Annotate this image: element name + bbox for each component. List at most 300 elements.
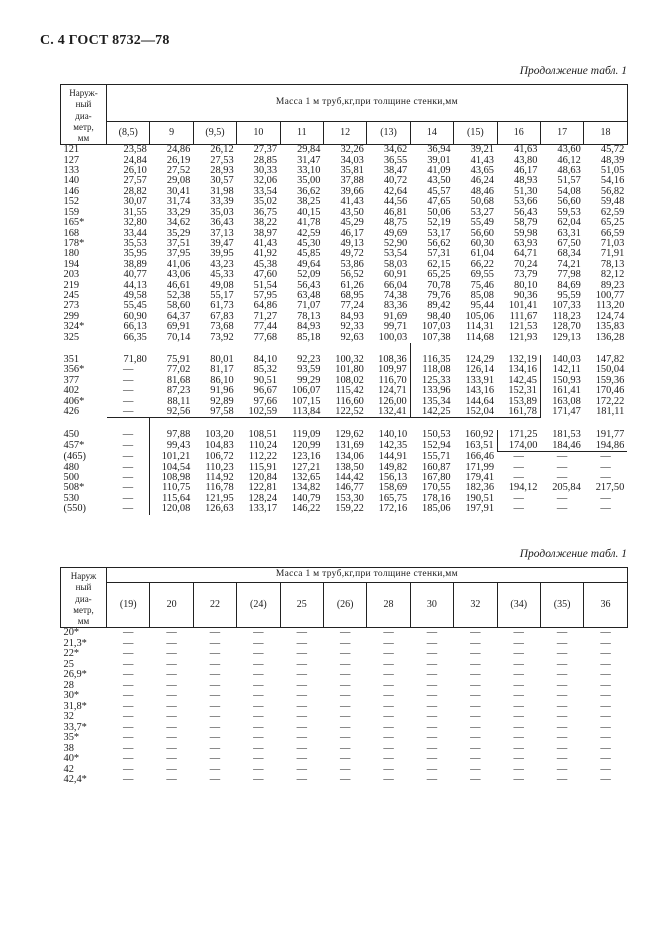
mass-cell: 75,91 <box>166 354 191 365</box>
mass-cell: 61,04 <box>470 249 495 260</box>
mass-cell: — <box>166 743 177 754</box>
mass-cell: 134,82 <box>291 483 321 494</box>
mass-cell: 48,46 <box>470 186 495 197</box>
mass-cell: 33,54 <box>253 186 278 197</box>
mass-cell: — <box>600 504 611 515</box>
mass-cell: — <box>166 638 177 649</box>
diameter-cell: 508* <box>63 483 85 494</box>
mass-cell: 174,00 <box>497 441 540 452</box>
mass-cell: — <box>556 504 568 515</box>
mass-cell: — <box>426 733 438 744</box>
mass-cell: — <box>513 504 524 515</box>
mass-cell: — <box>470 691 481 702</box>
mass-cell: 126,63 <box>205 504 234 515</box>
mass-cell: 102,59 <box>237 407 280 418</box>
mass-cell: 115,91 <box>248 462 278 473</box>
mass-cell: 39,01 <box>427 155 451 166</box>
mass-cell: 33,10 <box>297 166 321 177</box>
mass-cell: 140,10 <box>378 430 408 441</box>
diameter-cell: 35* <box>63 733 80 744</box>
mass-cell: — <box>470 775 481 786</box>
mass-cell: 66,35 <box>123 332 147 343</box>
mass-cell: — <box>426 649 438 660</box>
mass-cell: 36,43 <box>210 218 234 229</box>
mass-cell: — <box>296 680 307 691</box>
mass-cell: 40,77 <box>123 270 147 281</box>
mass-cell: 99,29 <box>297 375 321 386</box>
mass-cell: 39,21 <box>470 144 495 156</box>
mass-cell: 115,42 <box>335 386 364 397</box>
mass-cell: — <box>513 659 524 670</box>
mass-cell: — <box>600 701 611 712</box>
mass-cell: — <box>339 733 351 744</box>
mass-cell: — <box>426 743 438 754</box>
mass-cell: — <box>600 754 611 765</box>
diameter-cell: 324* <box>63 322 85 333</box>
mass-cell: 56,62 <box>427 238 451 249</box>
mass-cell: — <box>253 712 264 723</box>
mass-cell: 132,41 <box>367 407 410 418</box>
mass-cell: 61,26 <box>340 280 364 291</box>
mass-cell: 59,48 <box>600 197 625 208</box>
mass-cell: 29,84 <box>297 144 321 156</box>
mass-cell: 166,46 <box>465 451 495 462</box>
mass-cell: 39,47 <box>210 238 234 249</box>
mass-cell: — <box>123 775 134 786</box>
mass-cell: 98,40 <box>427 311 451 322</box>
mass-cell: — <box>426 691 438 702</box>
mass-cell: — <box>600 451 611 463</box>
mass-cell: 110,24 <box>248 440 278 452</box>
mass-cell: 28,93 <box>210 166 234 177</box>
mass-cell: — <box>209 701 221 712</box>
mass-cell: — <box>253 627 264 639</box>
mass-cell: — <box>253 733 264 744</box>
mass-cell: 57,31 <box>427 249 451 260</box>
diameter-cell: 273 <box>63 301 80 312</box>
mass-cell: — <box>166 691 177 702</box>
mass-cell: 35,00 <box>297 176 321 187</box>
mass-cell: 84,93 <box>340 311 364 322</box>
mass-cell: 56,43 <box>514 207 538 218</box>
mass-cell: 56,52 <box>340 270 364 281</box>
mass-cell: 34,62 <box>383 144 408 156</box>
mass-cell: 160,87 <box>422 462 451 473</box>
mass-cell: 81,17 <box>210 365 234 376</box>
mass-cell: — <box>556 659 568 670</box>
mass-cell: 49,64 <box>297 259 321 270</box>
mass-cell: 107,38 <box>422 332 451 343</box>
mass-cell: 40,15 <box>297 207 321 218</box>
table-row <box>61 681 628 692</box>
mass-cell: — <box>426 712 438 723</box>
mass-cell: 70,24 <box>514 259 538 270</box>
mass-cell: 79,76 <box>427 290 451 301</box>
table-row <box>61 166 628 176</box>
mass-cell: 101,21 <box>150 452 193 463</box>
table-row <box>61 744 628 755</box>
table-row <box>61 260 628 270</box>
diameter-cell: 245 <box>63 290 80 301</box>
mass-cell: 65,25 <box>600 218 625 229</box>
mass-cell: 107,33 <box>552 301 581 312</box>
mass-cell: — <box>600 722 611 733</box>
diameter-cell: 159 <box>63 207 80 218</box>
mass-cell: — <box>166 670 177 681</box>
mass-cell: 62,04 <box>557 218 581 229</box>
mass-cell: — <box>166 775 177 786</box>
mass-cell: 119,09 <box>292 430 321 441</box>
diameter-cell: 165* <box>63 218 85 229</box>
diameter-cell: 33,7* <box>63 722 87 733</box>
mass-cell: 101,41 <box>508 301 538 312</box>
mass-cell: 152,31 <box>497 386 540 396</box>
mass-cell: 66,13 <box>123 322 147 333</box>
mass-cell: 105,06 <box>465 311 495 322</box>
mass-cell: 69,91 <box>166 322 191 333</box>
mass-cell: 99,71 <box>383 322 408 333</box>
mass-cell: 41,63 <box>514 144 538 156</box>
mass-cell: — <box>296 712 307 723</box>
mass-cell: 53,54 <box>383 249 408 260</box>
mass-cell: 51,05 <box>600 166 625 177</box>
mass-cell: — <box>470 659 481 670</box>
mass-cell: — <box>383 638 394 649</box>
mass-cell: — <box>209 712 221 723</box>
mass-cell: 144,64 <box>465 396 495 407</box>
mass-cell: — <box>123 733 134 744</box>
mass-cell: — <box>556 691 568 702</box>
mass-cell: 59,53 <box>557 207 581 218</box>
mass-cell: 159,22 <box>335 504 364 515</box>
mass-cell: 91,69 <box>383 311 408 322</box>
mass-cell: — <box>166 764 177 775</box>
mass-cell: 111,67 <box>509 311 538 322</box>
mass-cell: — <box>513 451 524 463</box>
mass-cell: — <box>513 691 524 702</box>
mass-cell: 51,54 <box>253 280 278 291</box>
mass-cell: 70,14 <box>166 332 191 343</box>
table-row <box>61 441 628 452</box>
mass-cell: — <box>513 649 524 660</box>
mass-cell: 40,72 <box>383 176 408 187</box>
mass-cell: 58,03 <box>383 259 408 270</box>
mass-cell: — <box>209 722 221 733</box>
mass-cell: 106,72 <box>205 451 234 462</box>
mass-cell: 110,75 <box>150 483 193 493</box>
mass-cell: 184,46 <box>540 441 583 452</box>
table-row <box>61 218 628 228</box>
mass-cell: 43,50 <box>340 207 364 218</box>
mass-cell: 45,30 <box>297 238 321 249</box>
mass-cell: 35,53 <box>123 238 147 249</box>
mass-cell: 160,92 <box>464 430 494 441</box>
diameter-cell: 168 <box>63 228 80 239</box>
mass-cell: 85,08 <box>470 290 495 301</box>
wall-thickness-column-header: 30 <box>410 583 453 628</box>
mass-cell: 150,04 <box>595 365 625 376</box>
mass-cell: 123,16 <box>291 451 321 462</box>
mass-cell: 165,75 <box>378 493 408 504</box>
mass-cell: — <box>383 743 394 754</box>
mass-cell: 56,60 <box>557 197 581 208</box>
mass-cell: 71,27 <box>253 311 278 322</box>
mass-cell: 44,13 <box>123 280 147 291</box>
mass-cell: 64,37 <box>166 311 191 322</box>
mass-cell: 64,86 <box>253 301 278 312</box>
mass-cell: — <box>339 764 351 775</box>
mass-cell: — <box>209 638 221 649</box>
mass-cell: — <box>339 638 351 649</box>
mass-cell: 37,95 <box>166 249 191 260</box>
mass-cell: 108,36 <box>378 354 407 365</box>
mass-cell: 35,95 <box>123 249 147 260</box>
mass-cell: — <box>209 691 221 702</box>
mass-cell: — <box>166 659 177 670</box>
mass-cell: 128,70 <box>552 322 581 333</box>
mass-cell: 127,21 <box>291 462 321 473</box>
outer-diameter-header: Наруж ный диа- метр, мм <box>61 568 107 628</box>
mass-cell: 43,50 <box>427 176 451 187</box>
mass-cell: 50,06 <box>427 207 451 218</box>
mass-cell: 115,64 <box>150 494 193 504</box>
mass-caption: Масса 1 м труб,кг,при толщине стенки,мм <box>107 85 628 122</box>
mass-cell: 126,14 <box>465 365 495 376</box>
mass-cell: 104,54 <box>150 463 193 473</box>
mass-cell: — <box>123 680 134 691</box>
wall-thickness-column-header: 11 <box>280 122 323 145</box>
mass-cell: 107,15 <box>291 396 321 407</box>
wall-thickness-column-header: (8,5) <box>107 122 150 145</box>
mass-cell: 84,93 <box>297 322 321 333</box>
mass-cell: — <box>123 722 134 733</box>
mass-cell: — <box>556 649 568 660</box>
mass-cell: 33,39 <box>210 197 234 208</box>
mass-cell: 35,29 <box>166 228 191 239</box>
mass-cell: 114,92 <box>205 473 234 484</box>
mass-cell: — <box>253 680 264 691</box>
mass-cell: — <box>470 722 481 733</box>
mass-cell: — <box>383 701 394 712</box>
mass-cell: — <box>600 670 611 681</box>
mass-cell: — <box>122 473 134 484</box>
mass-cell: — <box>122 451 134 462</box>
table-row <box>61 145 628 156</box>
diameter-cell: 480 <box>63 462 80 473</box>
mass-cell: — <box>470 764 481 775</box>
mass-cell: 44,56 <box>383 197 408 208</box>
mass-cell: 50,68 <box>470 197 495 208</box>
mass-cell: 142,11 <box>552 365 581 376</box>
table-row <box>61 229 628 239</box>
mass-cell: — <box>600 764 611 775</box>
mass-cell: — <box>383 722 394 733</box>
mass-cell: — <box>122 504 134 515</box>
mass-cell: 92,56 <box>150 407 193 418</box>
wall-thickness-column-header: 36 <box>584 583 627 628</box>
mass-cell: 78,13 <box>600 259 625 270</box>
mass-cell: 109,97 <box>378 365 407 376</box>
mass-cell: 144,42 <box>335 473 364 484</box>
table-row <box>61 670 628 681</box>
mass-cell: 116,78 <box>205 483 234 494</box>
mass-cell: 84,69 <box>557 280 581 291</box>
mass-cell: 121,95 <box>205 493 234 504</box>
mass-cell: 142,35 <box>378 440 408 452</box>
mass-cell: 89,23 <box>600 280 625 291</box>
diameter-cell: 38 <box>63 743 74 754</box>
mass-cell: 67,50 <box>557 238 581 249</box>
mass-cell: 103,20 <box>205 430 234 441</box>
mass-cell: — <box>600 680 611 691</box>
mass-cell: — <box>470 638 481 649</box>
table-row <box>61 397 628 407</box>
mass-cell: 67,83 <box>210 311 234 322</box>
mass-cell: 71,07 <box>297 301 321 312</box>
mass-cell: — <box>253 764 264 775</box>
mass-cell: 49,69 <box>383 228 408 239</box>
mass-cell: — <box>339 670 351 681</box>
table-row <box>61 452 628 463</box>
mass-cell: 85,32 <box>253 365 278 376</box>
diameter-cell: 28 <box>63 680 74 691</box>
mass-cell: — <box>513 743 524 754</box>
mass-cell: 185,06 <box>422 504 451 515</box>
diameter-cell: 146 <box>63 186 80 197</box>
mass-cell: 149,82 <box>378 462 408 473</box>
mass-cell: — <box>383 670 394 681</box>
diameter-cell: 219 <box>63 280 80 291</box>
mass-cell: 100,03 <box>378 332 408 343</box>
mass-cell: 77,68 <box>253 332 278 343</box>
diameter-cell: 121 <box>63 144 80 156</box>
wall-thickness-column-header: 12 <box>323 122 366 145</box>
mass-cell: 48,75 <box>383 218 408 229</box>
mass-cell: 62,15 <box>427 259 451 270</box>
mass-cell: — <box>123 743 134 754</box>
mass-cell: 57,95 <box>253 290 278 301</box>
mass-cell: — <box>513 627 524 639</box>
mass-cell: 172,16 <box>378 504 408 515</box>
table-row <box>61 208 628 218</box>
mass-cell: 24,86 <box>166 144 191 156</box>
mass-cell: 55,17 <box>210 290 234 301</box>
diameter-cell: 194 <box>63 259 80 270</box>
mass-cell: 48,63 <box>557 166 581 177</box>
table-row <box>61 660 628 671</box>
mass-cell: — <box>426 775 438 786</box>
mass-cell: 108,98 <box>150 473 193 483</box>
mass-cell: 132,65 <box>291 473 321 484</box>
mass-cell: 41,78 <box>297 218 321 229</box>
mass-cell: 133,96 <box>410 386 453 396</box>
mass-cell: 26,19 <box>166 155 191 166</box>
mass-cell: 100,32 <box>335 354 364 365</box>
mass-cell: 58,79 <box>514 218 538 229</box>
table-row <box>61 628 628 639</box>
mass-cell: — <box>339 722 351 733</box>
mass-cell: — <box>556 493 568 504</box>
mass-cell: — <box>556 743 568 754</box>
mass-cell: 30,57 <box>210 176 234 187</box>
mass-cell: 53,66 <box>514 197 538 208</box>
wall-thickness-column-header: (35) <box>540 583 583 628</box>
mass-cell: — <box>253 775 264 786</box>
diameter-cell: 30* <box>63 691 80 702</box>
mass-cell: 46,12 <box>557 155 581 166</box>
mass-cell: — <box>600 733 611 744</box>
diameter-cell: 140 <box>63 176 80 187</box>
mass-cell: 34,03 <box>340 155 364 166</box>
mass-cell: — <box>253 659 264 670</box>
table-row <box>61 365 628 375</box>
mass-cell: 217,50 <box>595 483 625 494</box>
mass-cell: 129,62 <box>335 430 364 441</box>
table-row <box>61 463 628 473</box>
mass-cell: 35,81 <box>340 166 364 177</box>
mass-cell: 125,33 <box>410 376 453 386</box>
wall-thickness-column-header: 14 <box>410 122 453 145</box>
diameter-cell: 127 <box>63 155 80 166</box>
outer-diameter-header: Наруж- ный диа- метр, мм <box>61 85 107 145</box>
mass-cell: — <box>556 775 568 786</box>
mass-cell: 56,43 <box>297 280 321 291</box>
mass-cell: — <box>296 670 307 681</box>
mass-cell: — <box>123 701 134 712</box>
mass-cell: 68,34 <box>557 249 581 260</box>
mass-cell: 124,71 <box>378 386 407 397</box>
mass-cell: 38,22 <box>253 218 278 229</box>
mass-cell: 35,03 <box>210 207 234 218</box>
table-row <box>61 333 628 343</box>
mass-cell: 172,22 <box>595 396 625 407</box>
mass-cell: 70,78 <box>427 280 451 291</box>
mass-cell: — <box>513 754 524 765</box>
mass-cell: 56,60 <box>470 228 495 239</box>
mass-cell: 90,51 <box>253 375 278 386</box>
mass-cell: 73,79 <box>514 270 538 281</box>
mass-cell: — <box>556 473 568 484</box>
mass-cell: 113,84 <box>280 407 323 418</box>
mass-cell: — <box>383 733 394 744</box>
mass-cell: 156,13 <box>378 473 408 484</box>
mass-cell: — <box>383 691 394 702</box>
table-row <box>61 691 628 702</box>
mass-cell: 55,49 <box>470 218 495 229</box>
mass-cell: 61,73 <box>210 301 234 312</box>
mass-cell: — <box>209 659 221 670</box>
mass-cell: 131,69 <box>335 440 364 452</box>
mass-cell: — <box>556 451 568 463</box>
mass-cell: — <box>513 462 524 473</box>
mass-cell: — <box>209 670 221 681</box>
mass-cell: — <box>383 754 394 765</box>
mass-cell: — <box>296 659 307 670</box>
continuation-note: Продолжение табл. 1 <box>519 548 627 560</box>
mass-cell: 143,16 <box>465 386 495 397</box>
mass-cell: 158,69 <box>378 483 408 494</box>
mass-cell: 101,80 <box>335 365 364 376</box>
mass-cell: 63,31 <box>557 228 581 239</box>
mass-cell: 114,68 <box>465 332 495 343</box>
mass-cell: 179,41 <box>465 473 495 484</box>
mass-cell: — <box>166 701 177 712</box>
wall-thickness-column-header: 17 <box>540 122 583 145</box>
mass-cell: — <box>166 712 177 723</box>
table-row <box>61 765 628 776</box>
mass-cell: — <box>513 473 524 484</box>
mass-cell: 122,52 <box>323 407 366 418</box>
